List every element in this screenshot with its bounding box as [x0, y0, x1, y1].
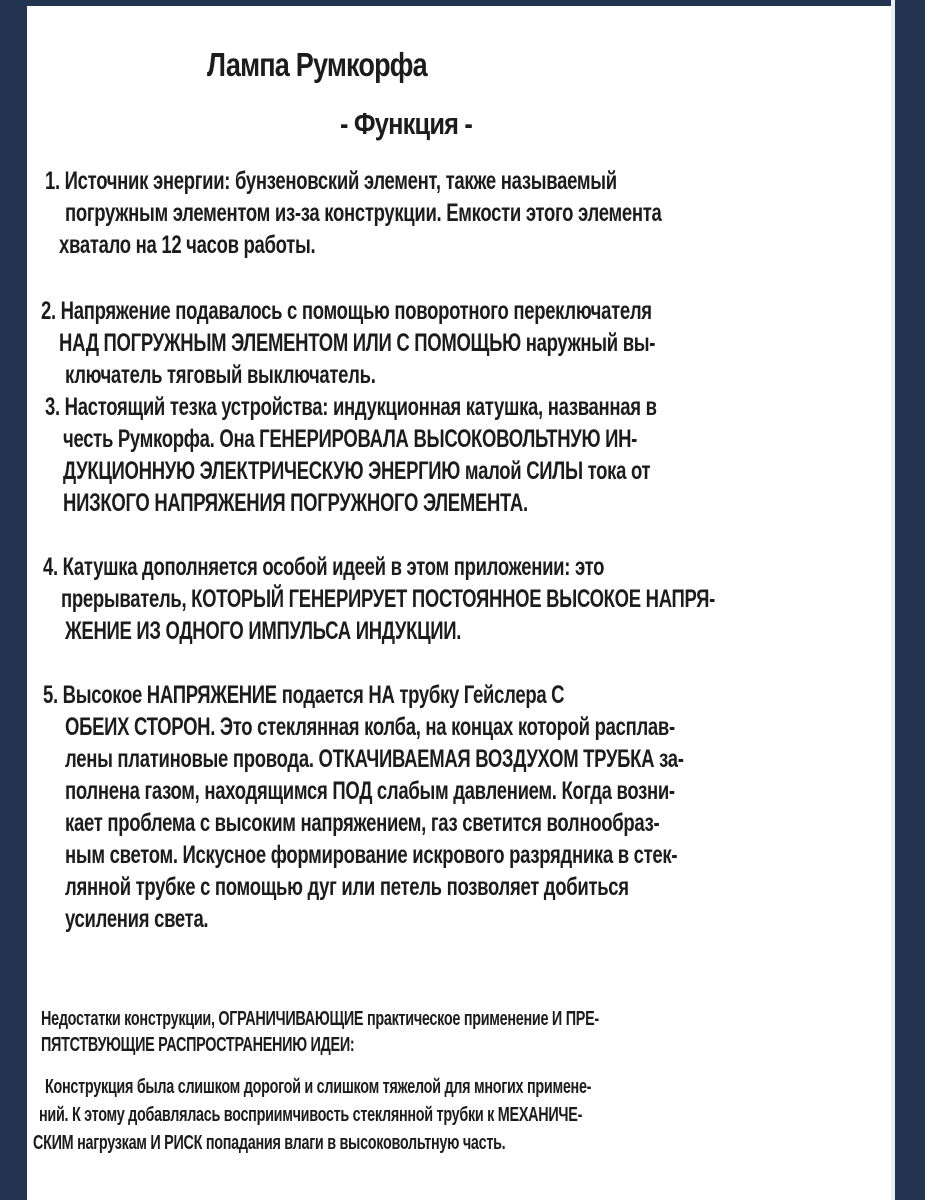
item-5-line-8: усиления света.: [65, 905, 209, 933]
drawbacks-heading-line-1: Недостатки конструкции, ОГРАНИЧИВАЮЩИЕ практическое применение И ПРЕ-: [41, 1008, 599, 1030]
item-2-line-2: НАД ПОГРУЖНЫМ ЭЛЕМЕНТОМ ИЛИ С ПОМОЩЬЮ наружный вы-: [59, 329, 656, 357]
item-3-line-1: 3. Настоящий тезка устройства: индукционная катушка, названная в: [45, 393, 657, 421]
document-subtitle: - Функция -: [340, 106, 473, 141]
item-4-line-2: прерыватель, КОТОРЫЙ ГЕНЕРИРУЕТ ПОСТОЯННОЕ ВЫСОКОЕ НАПРЯ-: [61, 585, 715, 613]
item-5-line-4: полнена газом, находящимся ПОД слабым давлением. Когда возни-: [65, 777, 675, 805]
item-5-line-5: кает проблема с высоким напряжением, газ светится волнообраз-: [65, 809, 660, 837]
drawbacks-heading-line-2: ПЯТСТВУЮЩИЕ РАСПРОСТРАНЕНИЮ ИДЕИ:: [41, 1034, 355, 1056]
drawbacks-body-line-2: ний. К этому добавлялась восприимчивость стеклянной трубки к МЕХАНИЧЕ-: [39, 1104, 583, 1126]
item-1-line-3: хватало на 12 часов работы.: [59, 231, 316, 259]
document-page: [27, 6, 891, 1200]
item-3-line-2: честь Румкорфа. Она ГЕНЕРИРОВАЛА ВЫСОКОВОЛЬТНУЮ ИН-: [63, 425, 638, 453]
item-5-line-1: 5. Высокое НАПРЯЖЕНИЕ подается НА трубку Гейслера С: [43, 681, 565, 709]
item-5-line-3: лены платиновые провода. ОТКАЧИВАЕМАЯ ВОЗДУХОМ ТРУБКА за-: [65, 745, 684, 773]
item-3-line-3: ДУКЦИОННУЮ ЭЛЕКТРИЧЕСКУЮ ЭНЕРГИЮ малой СИЛЫ тока от: [63, 457, 651, 485]
item-2-line-3: ключатель тяговый выключатель.: [65, 361, 376, 389]
item-1-line-2: погружным элементом из-за конструкции. Емкости этого элемента: [65, 199, 662, 227]
item-5-line-6: ным светом. Искусное формирование искрового разрядника в стек-: [65, 841, 678, 869]
item-5-line-7: лянной трубке с помощью дуг или петель позволяет добиться: [65, 873, 629, 901]
drawbacks-body-line-1: Конструкция была слишком дорогой и слишком тяжелой для многих примене-: [45, 1076, 592, 1098]
item-5-line-2: ОБЕИХ СТОРОН. Это стеклянная колба, на концах которой расплав-: [65, 713, 675, 741]
page-border-right: [895, 0, 925, 1200]
drawbacks-body-line-3: СКИМ нагрузкам И РИСК попадания влаги в высоковольтную часть.: [33, 1132, 506, 1154]
item-4-line-1: 4. Катушка дополняется особой идеей в этом приложении: это: [43, 553, 605, 581]
item-3-line-4: НИЗКОГО НАПРЯЖЕНИЯ ПОГРУЖНОГО ЭЛЕМЕНТА.: [63, 489, 528, 517]
document-title: Лампа Румкорфа: [207, 46, 427, 83]
page-border-left: [0, 0, 27, 1200]
item-4-line-3: ЖЕНИЕ ИЗ ОДНОГО ИМПУЛЬСА ИНДУКЦИИ.: [65, 617, 462, 645]
item-1-line-1: 1. Источник энергии: бунзеновский элемент, также называемый: [45, 167, 617, 195]
item-2-line-1: 2. Напряжение подавалось с помощью поворотного переключателя: [41, 297, 652, 325]
page-border-right-highlight: [891, 0, 895, 1200]
